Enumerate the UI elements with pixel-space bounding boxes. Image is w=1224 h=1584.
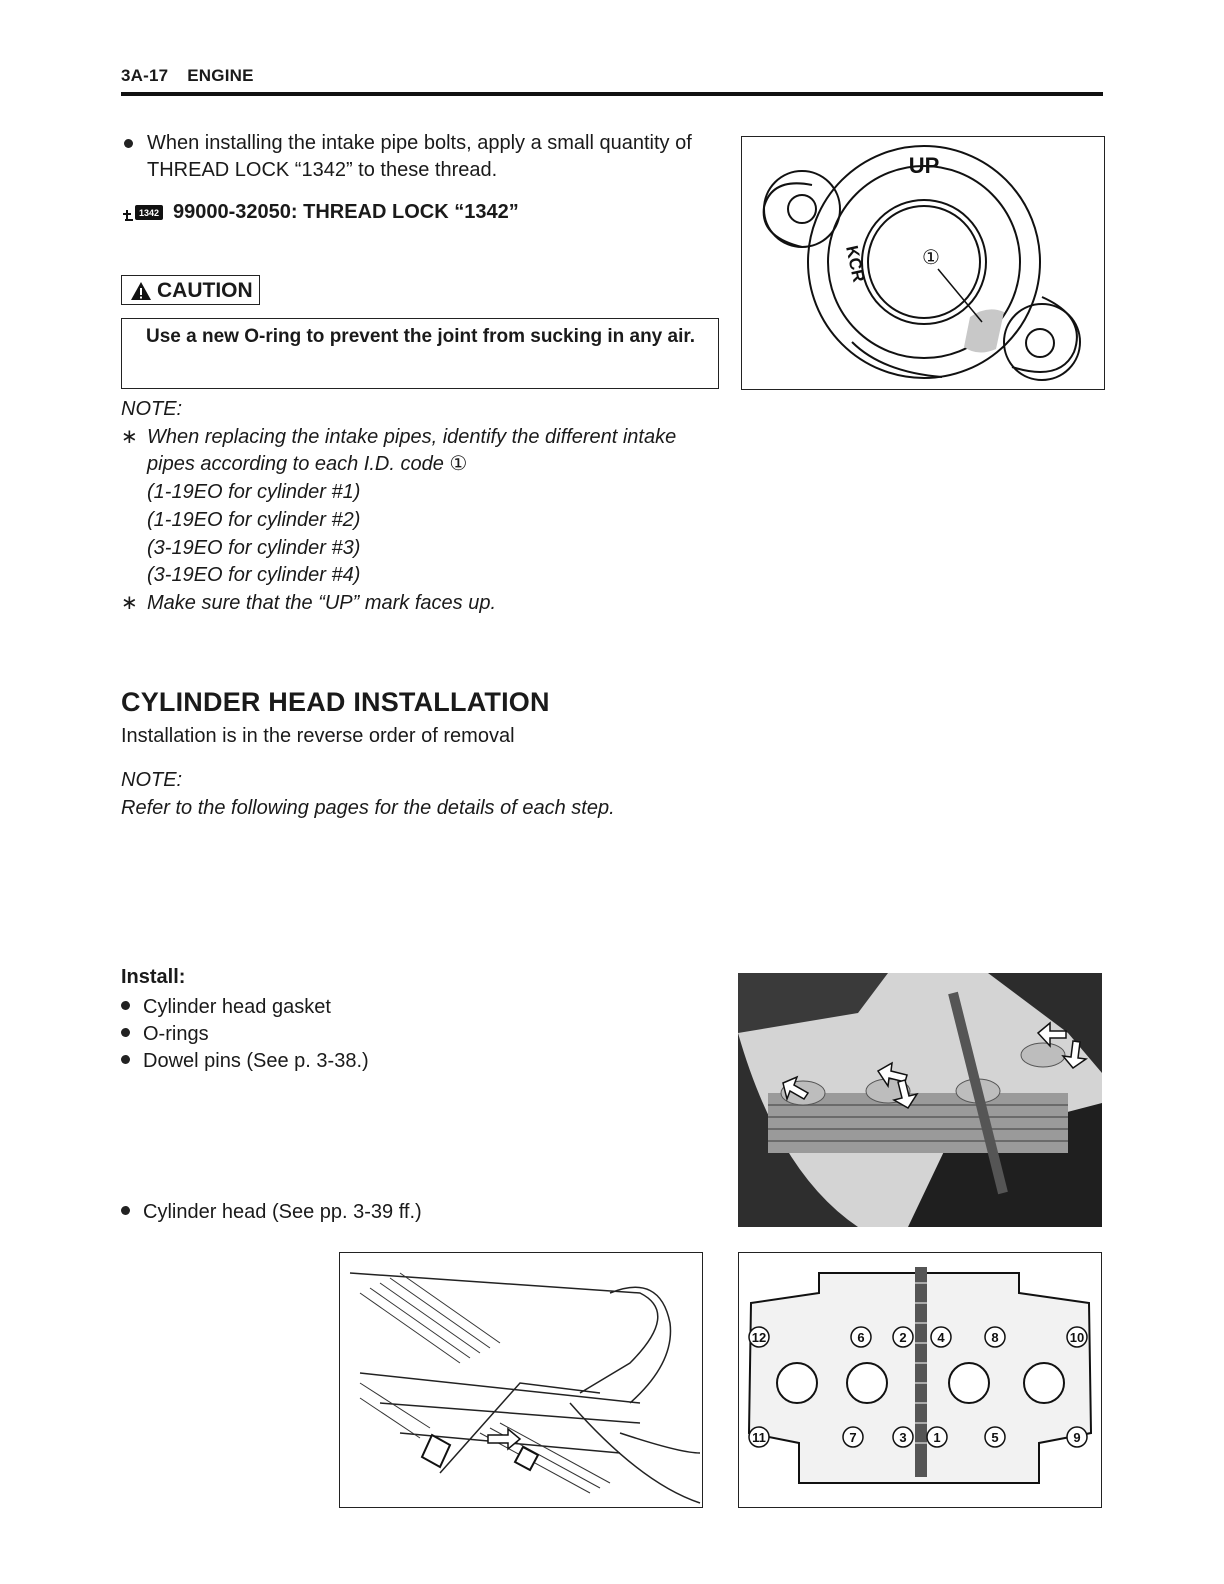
note-line: pipes according to each I.D. code ① bbox=[147, 453, 468, 476]
engine-photo-drawing bbox=[738, 973, 1102, 1227]
section-title: ENGINE bbox=[187, 66, 254, 85]
section-intro: Installation is in the reverse order of removal bbox=[121, 725, 515, 747]
note-text: Refer to the following pages for the details of each step. bbox=[121, 796, 615, 819]
install-label: Install: bbox=[121, 966, 186, 988]
note-line: (1-19EO for cylinder #2) bbox=[147, 508, 361, 531]
section-heading: CYLINDER HEAD INSTALLATION bbox=[121, 687, 550, 717]
warning-icon bbox=[130, 281, 152, 301]
list-item: O-rings bbox=[121, 1021, 369, 1048]
bolt-number: 4 bbox=[937, 1330, 945, 1345]
bolt-number: 5 bbox=[991, 1430, 999, 1445]
bullet-icon bbox=[124, 139, 133, 148]
note-line: (3-19EO for cylinder #3) bbox=[147, 536, 361, 559]
code-mark: KCR bbox=[842, 243, 869, 284]
note-label: NOTE: bbox=[121, 769, 183, 791]
bolt-number: 6 bbox=[857, 1330, 865, 1345]
page-header bbox=[121, 66, 268, 86]
intake-pipe-drawing bbox=[742, 137, 1104, 389]
note-line: (1-19EO for cylinder #1) bbox=[147, 481, 361, 504]
note-marker: ∗ bbox=[121, 425, 138, 448]
intake-pipe-figure bbox=[741, 136, 1105, 390]
dowel-pin-figure bbox=[339, 1252, 703, 1508]
note-block-2 bbox=[121, 767, 615, 822]
bullet-icon bbox=[121, 1001, 130, 1010]
bolt-number: 8 bbox=[991, 1330, 999, 1345]
bolt-number: 1 bbox=[933, 1430, 941, 1445]
bolt-number: 9 bbox=[1073, 1430, 1081, 1445]
bullet-icon bbox=[121, 1206, 130, 1215]
note-line: (3-19EO for cylinder #4) bbox=[147, 564, 361, 587]
engine-photo bbox=[738, 973, 1102, 1227]
caution-label-text: CAUTION bbox=[157, 278, 253, 302]
bolt-number: 3 bbox=[899, 1430, 907, 1445]
callout-1: ① bbox=[922, 245, 940, 269]
threadlock-icon bbox=[121, 202, 165, 224]
up-mark: UP bbox=[908, 153, 940, 178]
list-item: Cylinder head gasket bbox=[121, 994, 369, 1021]
bolt-number: 2 bbox=[899, 1330, 907, 1345]
list-item: Cylinder head (See pp. 3-39 ff.) bbox=[121, 1199, 422, 1226]
bullet-icon bbox=[121, 1055, 130, 1064]
list-item: Dowel pins (See p. 3-38.) bbox=[121, 1048, 369, 1075]
bolt-number: 10 bbox=[1069, 1330, 1085, 1345]
bolt-number: 7 bbox=[849, 1430, 857, 1445]
header-rule bbox=[121, 92, 1103, 96]
threadlock-text: 99000-32050: THREAD LOCK “1342” bbox=[173, 201, 519, 223]
caution-label bbox=[121, 275, 260, 305]
install-list bbox=[121, 994, 369, 1075]
bullet-icon bbox=[121, 1028, 130, 1037]
note-item: ∗ When replacing the intake pipes, identify the different intake bbox=[121, 424, 676, 452]
bolt-sequence-figure bbox=[738, 1252, 1102, 1508]
dowel-pin-drawing bbox=[340, 1253, 702, 1507]
threadlock-icon-label: 1342 bbox=[138, 207, 160, 218]
caution-box: Use a new O-ring to prevent the joint from sucking in any air. bbox=[121, 318, 719, 389]
intake-instruction: When installing the intake pipe bolts, apply a small quantity of THREAD LOCK “1342” to these thread. bbox=[147, 132, 692, 181]
note-marker: ∗ bbox=[121, 591, 138, 614]
page-number: 3A-17 bbox=[121, 66, 169, 85]
threadlock-spec bbox=[121, 201, 519, 224]
bolt-number: 11 bbox=[752, 1430, 766, 1445]
bolt-sequence-drawing bbox=[739, 1253, 1101, 1507]
note-label: NOTE: bbox=[121, 398, 183, 420]
note-block bbox=[121, 396, 676, 618]
bolt-number: 12 bbox=[751, 1330, 767, 1345]
note-item: ∗ Make sure that the “UP” mark faces up. bbox=[121, 590, 676, 618]
